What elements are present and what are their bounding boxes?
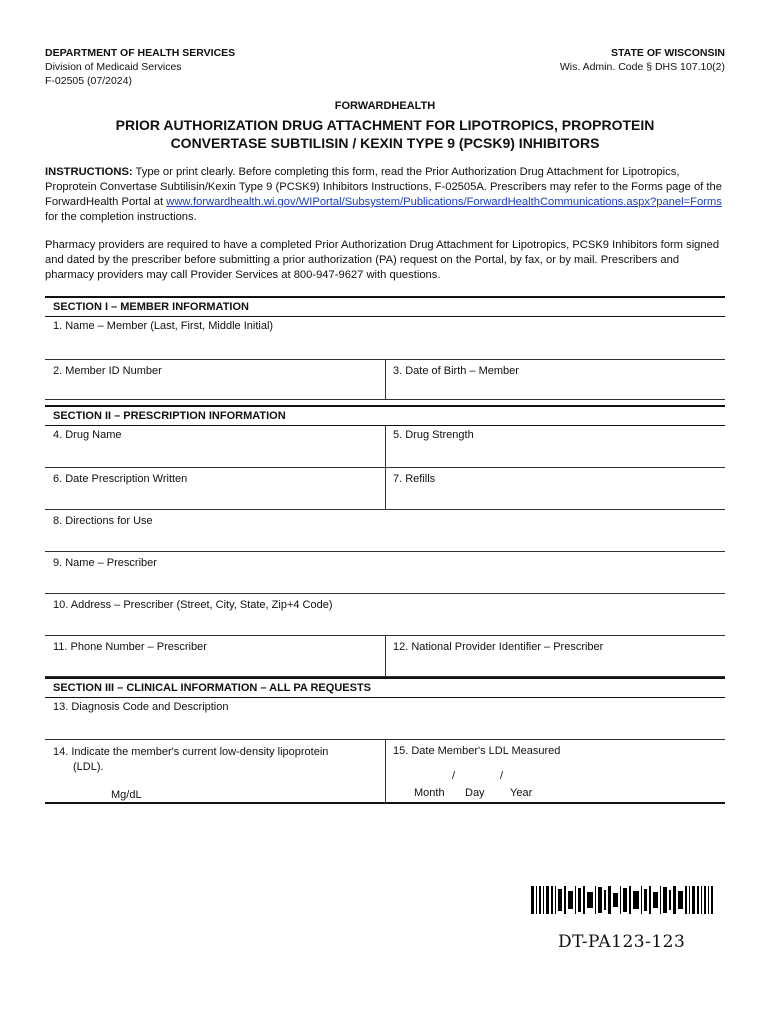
section-2-header: SECTION II – PRESCRIPTION INFORMATION [45,405,725,426]
phone-npi-row [45,636,725,677]
date-slash-2: / [500,770,504,782]
state-name: STATE OF WISCONSIN [611,47,725,59]
member-dob-field[interactable] [385,360,725,399]
form-title [60,116,710,152]
diagnosis-field[interactable] [45,698,725,740]
rx-date-field[interactable] [45,468,385,509]
drug-strength-field[interactable] [385,426,725,467]
refills-field[interactable] [385,468,725,509]
ldl-date-field[interactable] [385,740,725,802]
form-title-line2: CONVERTASE SUBTILISIN / KEXIN TYPE 9 (PCSK9) INHIBITORS [170,135,600,151]
prescriber-address-field[interactable] [45,594,725,636]
state-header [560,46,725,74]
instructions-text-end: for the completion instructions. [45,211,197,223]
pa-form [45,296,725,804]
member-id-field[interactable] [45,360,385,399]
member-name-label: 1. Name – Member (Last, First, Middle Initial) [53,320,274,332]
member-dob-label: 3. Date of Birth – Member [393,365,519,377]
date-slash-1: / [452,770,456,782]
date-year-label: Year [510,787,533,799]
drug-name-label: 4. Drug Name [53,429,122,441]
prescriber-name-label: 9. Name – Prescriber [53,557,157,569]
prescriber-phone-label: 11. Phone Number – Prescriber [53,641,207,653]
directions-field[interactable] [45,510,725,552]
date-day-label: Day [465,787,485,799]
document-id: DT-PA123-123 [558,932,686,952]
section-3-header: SECTION III – CLINICAL INFORMATION – ALL PA REQUESTS [45,677,725,698]
department-name: DEPARTMENT OF HEALTH SERVICES [45,47,236,59]
barcode-image [531,886,713,914]
rx-date-refills-row [45,468,725,510]
prescriber-npi-label: 12. National Provider Identifier – Prescriber [393,641,604,653]
pharmacy-paragraph: Pharmacy providers are required to have a completed Prior Authorization Drug Attachment for Lipotropics, PCSK9 Inhibitors form signed and dated by the prescriber before submitting a prior authorization (PA) request on the Portal, by fax, or by mail. Prescribers and pharmacy providers may call Provider Services at 800-947-9627 with questions. [45,239,720,281]
prescriber-name-field[interactable] [45,552,725,594]
ldl-date-label: 15. Date Member's LDL Measured [393,745,561,757]
forms-portal-link[interactable]: www.forwardhealth.wi.gov/WIPortal/Subsystem/Publications/ForwardHealthCommunications.aspx?panel=Forms [166,196,722,208]
ldl-label-line2: (LDL). [73,761,104,773]
agency-header [45,46,235,88]
diagnosis-label: 13. Diagnosis Code and Description [53,701,229,713]
division-name: Division of Medicaid Services [45,61,182,73]
instructions-text: Type or print clearly. Before completing this form, read the Prior Authorization Drug Attachment for Lipotropics, Proprotein Convertase Subtilisin/Kexin Type 9 (PCSK9) Inhibitors Instructions, F-02505A. Prescribers may refer to the Forms page of the ForwardHealth Portal at [45,166,722,208]
prescriber-npi-field[interactable] [385,636,725,676]
member-name-field[interactable] [45,317,725,360]
section-1-header: SECTION I – MEMBER INFORMATION [45,296,725,317]
ldl-row [45,740,725,804]
drug-name-field[interactable] [45,426,385,467]
date-month-label: Month [414,787,445,799]
member-id-dob-row [45,360,725,400]
ldl-label-line1: 14. Indicate the member's current low-density lipoprotein [53,746,329,758]
instructions-paragraph [45,165,725,225]
admin-code: Wis. Admin. Code § DHS 107.10(2) [559,61,725,73]
form-title-line1: PRIOR AUTHORIZATION DRUG ATTACHMENT FOR LIPOTROPICS, PROPROTEIN [115,117,655,133]
member-id-label: 2. Member ID Number [53,365,162,377]
refills-label: 7. Refills [393,473,436,485]
prescriber-address-label: 10. Address – Prescriber (Street, City, State, Zip+4 Code) [53,599,333,611]
prescriber-phone-field[interactable] [45,636,385,676]
directions-label: 8. Directions for Use [53,515,153,527]
drug-strength-label: 5. Drug Strength [393,429,474,441]
ldl-unit: Mg/dL [111,789,142,801]
program-name: FORWARDHEALTH [334,100,436,112]
form-number: F-02505 (07/2024) [45,75,132,87]
instructions-label: INSTRUCTIONS: [45,166,133,178]
ldl-value-field[interactable] [45,740,385,802]
rx-date-label: 6. Date Prescription Written [53,473,188,485]
drug-row [45,426,725,468]
